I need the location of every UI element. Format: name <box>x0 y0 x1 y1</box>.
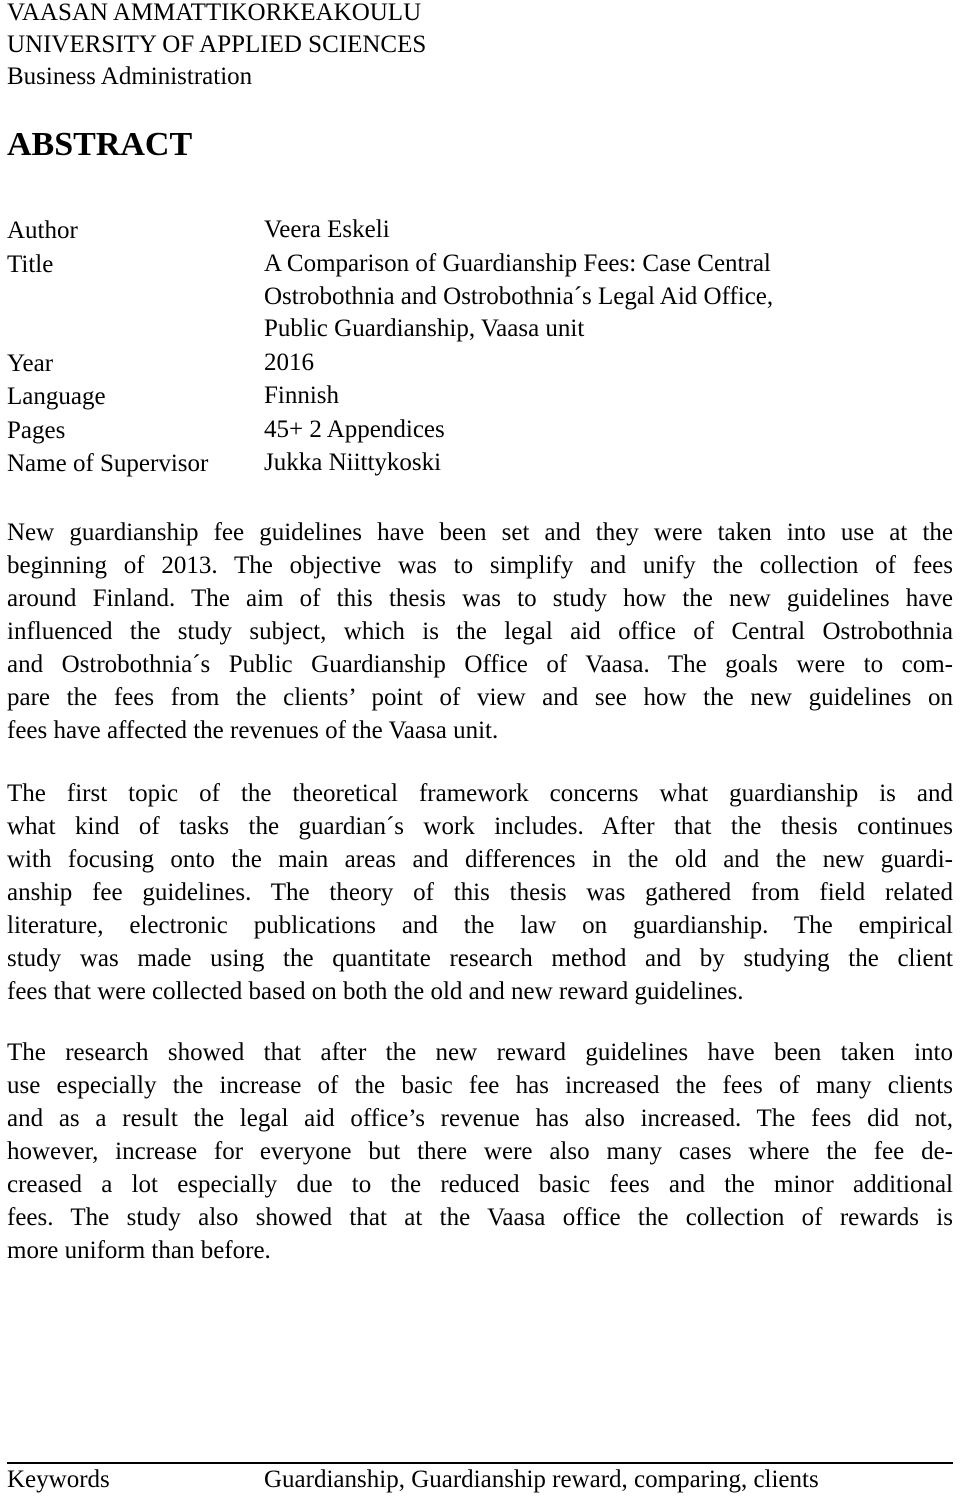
language-label: Language <box>7 383 106 410</box>
paragraph-line: and Ostrobothnia´s Public Guardianship Office of Vaasa. The goals were to com- <box>7 651 953 678</box>
paragraph-line: study was made using the quantitate research method and by studying the client <box>7 945 953 972</box>
institution-name-finnish: VAASAN AMMATTIKORKEAKOULU <box>7 0 422 26</box>
paragraph-line: fees. The study also showed that at the Vaasa office the collection of rewards is <box>7 1204 953 1231</box>
paragraph-line: The research showed that after the new reward guidelines have been taken into <box>7 1039 953 1066</box>
pages-label: Pages <box>7 417 66 444</box>
keywords-value: Guardianship, Guardianship reward, comparing, clients <box>264 1466 819 1493</box>
abstract-paragraph-2 <box>7 777 953 1008</box>
language-value: Finnish <box>264 382 340 409</box>
paragraph-line: use especially the increase of the basic fee has increased the fees of many clients <box>7 1072 953 1099</box>
degree-programme: Business Administration <box>7 63 253 90</box>
title-label: Title <box>7 251 54 278</box>
paragraph-line: creased a lot especially due to the reduced basic fees and the minor additional <box>7 1171 953 1198</box>
paragraph-line: influenced the study subject, which is the legal aid office of Central Ostrobothnia <box>7 618 953 645</box>
paragraph-line: with focusing onto the main areas and differences in the old and the new guardi- <box>7 846 953 873</box>
supervisor-label: Name of Supervisor <box>7 450 209 477</box>
title-line: Public Guardianship, Vaasa unit <box>264 315 585 342</box>
supervisor-value: Jukka Niittykoski <box>264 449 442 476</box>
year-label: Year <box>7 350 54 377</box>
paragraph-line: around Finland. The aim of this thesis was to study how the new guidelines have <box>7 585 953 612</box>
pages-value: 45+ 2 Appendices <box>264 416 445 443</box>
year-value: 2016 <box>264 349 314 376</box>
paragraph-line: The first topic of the theoretical framework concerns what guardianship is and <box>7 780 953 807</box>
paragraph-line: pare the fees from the clients’ point of view and see how the new guidelines on <box>7 684 953 711</box>
title-line: A Comparison of Guardianship Fees: Case Central <box>264 250 771 277</box>
paragraph-line: anship fee guidelines. The theory of this thesis was gathered from field related <box>7 879 953 906</box>
institution-name-english: UNIVERSITY OF APPLIED SCIENCES <box>7 31 427 58</box>
abstract-paragraph-1 <box>7 516 953 747</box>
paragraph-line: what kind of tasks the guardian´s work includes. After that the thesis continues <box>7 813 953 840</box>
paragraph-line: literature, electronic publications and the law on guardianship. The empirical <box>7 912 953 939</box>
paragraph-line: fees have affected the revenues of the Vaasa unit. <box>7 717 499 744</box>
abstract-paragraph-3 <box>7 1036 953 1267</box>
keywords-label: Keywords <box>7 1466 110 1493</box>
author-label: Author <box>7 217 78 244</box>
paragraph-line: beginning of 2013. The objective was to simplify and unify the collection of fees <box>7 552 953 579</box>
title-line: Ostrobothnia and Ostrobothnia´s Legal Aid Office, <box>264 282 774 310</box>
paragraph-line: more uniform than before. <box>7 1237 271 1264</box>
author-value: Veera Eskeli <box>264 216 390 243</box>
paragraph-line: fees that were collected based on both the old and new reward guidelines. <box>7 978 744 1005</box>
paragraph-line: New guardianship fee guidelines have been set and they were taken into use at the <box>7 519 953 546</box>
abstract-page <box>7 0 953 1497</box>
paragraph-line: and as a result the legal aid office’s revenue has also increased. The fees did not, <box>7 1105 953 1132</box>
paragraph-line: however, increase for everyone but there were also many cases where the fee de- <box>7 1138 953 1165</box>
title-value <box>264 248 904 346</box>
abstract-heading: ABSTRACT <box>7 126 193 163</box>
